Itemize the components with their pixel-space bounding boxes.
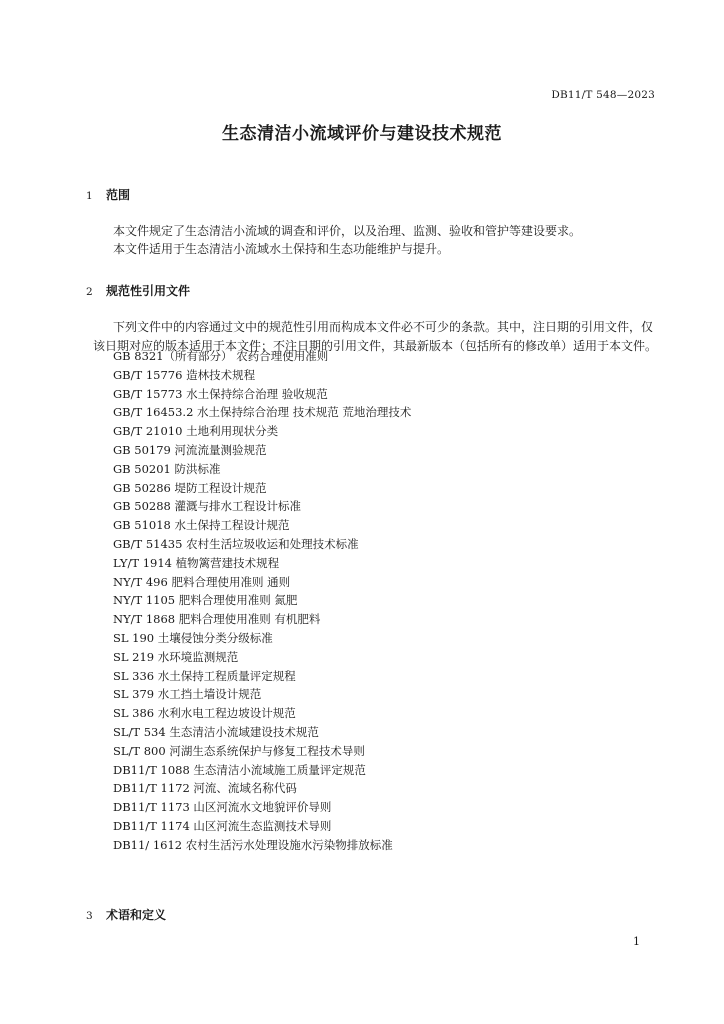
reference-item: GB/T 15773 水土保持综合治理 验收规范 <box>113 386 328 401</box>
document-code: DB11/T 548—2023 <box>551 89 655 101</box>
reference-item: SL/T 800 河湖生态系统保护与修复工程技术导则 <box>113 743 365 758</box>
reference-item: LY/T 1914 植物篱营建技术规程 <box>113 555 280 570</box>
reference-item: GB/T 16453.2 水土保持综合治理 技术规范 荒地治理技术 <box>113 405 412 420</box>
section-number: 3 <box>86 910 93 922</box>
reference-item: DB11/T 1174 山区河流生态监测技术导则 <box>113 818 332 833</box>
reference-item: GB/T 21010 土地利用现状分类 <box>113 424 279 439</box>
page-number: 1 <box>633 935 640 948</box>
reference-item: SL 386 水利水电工程边坡设计规范 <box>113 706 296 721</box>
reference-item: SL 219 水环境监测规范 <box>113 649 239 664</box>
reference-item: SL/T 534 生态清洁小流域建设技术规范 <box>113 724 319 739</box>
section-title: 规范性引用文件 <box>106 284 191 298</box>
section-1-heading <box>86 186 130 203</box>
section-3-heading <box>86 906 166 923</box>
reference-item: NY/T 1105 肥料合理使用准则 氮肥 <box>113 593 298 608</box>
section-number: 2 <box>86 286 93 298</box>
reference-item: GB/T 15776 造林技术规程 <box>113 367 256 382</box>
reference-item: SL 379 水工挡土墙设计规范 <box>113 687 262 702</box>
reference-item: GB 50179 河流流量测验规范 <box>113 442 267 457</box>
reference-item: GB 50286 堤防工程设计规范 <box>113 480 267 495</box>
reference-item: GB 50288 灌溉与排水工程设计标准 <box>113 499 302 514</box>
reference-item: DB11/T 1173 山区河流水文地貌评价导则 <box>113 800 332 815</box>
reference-item: GB 8321（所有部分） 农药合理使用准则 <box>113 349 329 363</box>
document-title: 生态清洁小流域评价与建设技术规范 <box>222 124 502 144</box>
reference-item: GB 51018 水土保持工程设计规范 <box>113 518 290 533</box>
section-title: 术语和定义 <box>106 908 167 922</box>
reference-item: SL 336 水土保持工程质量评定规程 <box>113 668 296 683</box>
reference-item: DB11/T 1088 生态清洁小流域施工质量评定规范 <box>113 762 366 777</box>
section-number: 1 <box>86 190 93 202</box>
paragraph: 下列文件中的内容通过文中的规范性引用而构成本文件必不可少的条款。其中，注日期的引用文件，仅该日期对应的版本适用于本文件；不注日期的引用文件，其最新版本（包括所有的修改单）适用于本文件。 <box>93 320 658 353</box>
reference-item: GB 50201 防洪标准 <box>113 461 221 476</box>
reference-item: NY/T 1868 肥料合理使用准则 有机肥料 <box>113 612 321 627</box>
reference-item: GB/T 51435 农村生活垃圾收运和处理技术标准 <box>113 536 359 551</box>
reference-item: SL 190 土壤侵蚀分类分级标准 <box>113 630 273 645</box>
paragraph: 本文件适用于生态清洁小流域水土保持和生态功能维护与提升。 <box>113 242 450 256</box>
paragraph: 本文件规定了生态清洁小流域的调查和评价，以及治理、监测、验收和管护等建设要求。 <box>113 224 582 238</box>
section-2-heading <box>86 282 190 299</box>
reference-item: NY/T 496 肥料合理使用准则 通则 <box>113 574 291 589</box>
reference-list <box>113 347 411 855</box>
reference-item: DB11/ 1612 农村生活污水处理设施水污染物排放标准 <box>113 837 393 852</box>
reference-item: DB11/T 1172 河流、流域名称代码 <box>113 781 297 796</box>
section-title: 范围 <box>106 188 131 202</box>
